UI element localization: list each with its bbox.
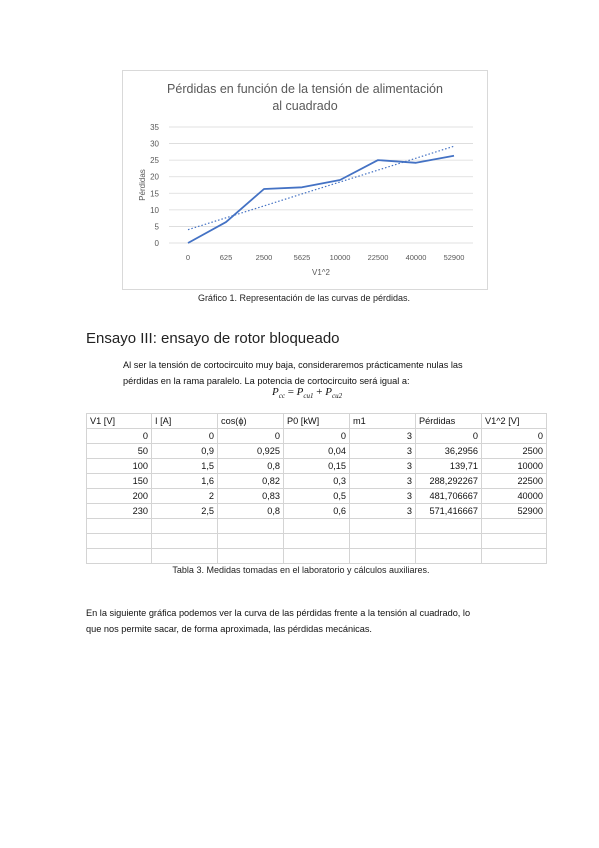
table-header-cell: I [A] xyxy=(152,414,218,429)
chart-x-tick-label: 5625 xyxy=(293,253,311,262)
table-header-cell: Pérdidas xyxy=(416,414,482,429)
chart-caption: Gráfico 1. Representación de las curvas de pérdidas. xyxy=(197,293,411,303)
measurements-table xyxy=(86,413,547,564)
table-row xyxy=(87,444,547,459)
table-row xyxy=(87,504,547,519)
table-cell: 0 xyxy=(152,429,218,444)
table-cell: 0,3 xyxy=(284,474,350,489)
table-cell xyxy=(152,549,218,564)
chart-y-axis-label: Pérdidas xyxy=(138,169,147,201)
short-circuit-power-formula xyxy=(272,386,342,400)
table-header-cell: P0 [kW] xyxy=(284,414,350,429)
formula-eq: = xyxy=(284,386,297,398)
table-cell: 0,8 xyxy=(218,459,284,474)
table-cell: 1,6 xyxy=(152,474,218,489)
chart-y-tick-label: 0 xyxy=(154,239,159,248)
table-header-cell: V1 [V] xyxy=(87,414,152,429)
chart-x-tick-label: 22500 xyxy=(367,253,389,262)
formula-plus: + xyxy=(313,386,326,398)
table-cell: 3 xyxy=(350,474,416,489)
table-row xyxy=(87,534,547,549)
table-cell xyxy=(284,519,350,534)
table-cell xyxy=(152,534,218,549)
table-cell: 230 xyxy=(87,504,152,519)
table-cell: 3 xyxy=(350,444,416,459)
table-cell xyxy=(416,549,482,564)
chart-x-tick-label: 10000 xyxy=(329,253,351,262)
table-cell: 2 xyxy=(152,489,218,504)
chart-x-tick-label: 625 xyxy=(219,253,233,262)
table-cell: 10000 xyxy=(482,459,547,474)
chart-series-line xyxy=(188,156,454,243)
table-cell: 139,71 xyxy=(416,459,482,474)
chart-x-axis-label: V1^2 xyxy=(312,268,330,277)
chart-y-tick-label: 20 xyxy=(150,172,159,182)
formula-term-2-sub: cu2 xyxy=(331,392,343,401)
table-row xyxy=(87,474,547,489)
paragraph-intro-line-1: Al ser la tensión de cortocircuito muy baja, consideraremos prácticamente nulas las xyxy=(123,360,463,370)
losses-chart-svg xyxy=(123,71,487,289)
table-header-cell: m1 xyxy=(350,414,416,429)
table-cell: 0,04 xyxy=(284,444,350,459)
table-cell: 150 xyxy=(87,474,152,489)
table-cell xyxy=(350,549,416,564)
table-row xyxy=(87,489,547,504)
table-row xyxy=(87,459,547,474)
table-cell: 0,8 xyxy=(218,504,284,519)
table-cell: 0,925 xyxy=(218,444,284,459)
table-row xyxy=(87,519,547,534)
table-row xyxy=(87,549,547,564)
table-header-cell: V1^2 [V] xyxy=(482,414,547,429)
chart-x-tick-label: 40000 xyxy=(405,253,427,262)
table-cell xyxy=(482,519,547,534)
table-cell: 0 xyxy=(218,429,284,444)
formula-term-2: P xyxy=(325,386,332,398)
table-cell xyxy=(218,519,284,534)
table-cell: 100 xyxy=(87,459,152,474)
table-cell: 0,83 xyxy=(218,489,284,504)
chart-y-tick-label: 5 xyxy=(154,222,159,232)
table-cell: 1,5 xyxy=(152,459,218,474)
table-cell xyxy=(87,549,152,564)
table-cell: 3 xyxy=(350,459,416,474)
table-cell: 40000 xyxy=(482,489,547,504)
table-cell: 0 xyxy=(87,429,152,444)
paragraph-intro-line-2: pérdidas en la rama paralelo. La potencia de cortocircuito será igual a: xyxy=(123,376,410,386)
table-cell: 2,5 xyxy=(152,504,218,519)
chart-x-tick-label: 2500 xyxy=(255,253,273,262)
table-cell: 0,15 xyxy=(284,459,350,474)
chart-y-tick-label: 25 xyxy=(150,156,159,166)
chart-y-tick-label: 35 xyxy=(150,123,159,132)
table-cell xyxy=(87,519,152,534)
table-cell: 0 xyxy=(284,429,350,444)
chart-trendline xyxy=(188,146,454,230)
table-cell: 52900 xyxy=(482,504,547,519)
paragraph-conclusion-line-2: que nos permite sacar, de forma aproximada, las pérdidas mecánicas. xyxy=(86,624,372,634)
table-cell xyxy=(218,549,284,564)
table-cell xyxy=(416,534,482,549)
chart-y-tick-label: 15 xyxy=(150,189,159,199)
table-cell: 3 xyxy=(350,489,416,504)
section-title: Ensayo III: ensayo de rotor bloqueado xyxy=(86,330,340,347)
table-cell: 571,416667 xyxy=(416,504,482,519)
chart-title-line: al cuadrado xyxy=(272,99,338,113)
formula-lhs: P xyxy=(272,386,279,398)
table-cell: 50 xyxy=(87,444,152,459)
table-cell: 0,82 xyxy=(218,474,284,489)
table-cell xyxy=(482,534,547,549)
table-header-cell: cos(ϕ) xyxy=(218,414,284,429)
table-cell xyxy=(482,549,547,564)
table-cell: 288,292267 xyxy=(416,474,482,489)
table-cell xyxy=(350,534,416,549)
formula-term-1-sub: cu1 xyxy=(303,392,314,401)
chart-title-line: Pérdidas en función de la tensión de alimentación xyxy=(167,82,443,96)
paragraph-intro xyxy=(123,357,463,389)
chart-y-tick-label: 10 xyxy=(150,205,159,215)
table-cell xyxy=(284,534,350,549)
paragraph-conclusion-line-1: En la siguiente gráfica podemos ver la curva de las pérdidas frente a la tensión al cuadrado, lo xyxy=(86,608,471,618)
paragraph-conclusion xyxy=(86,605,470,637)
chart-x-tick-label: 52900 xyxy=(443,253,465,262)
chart-x-tick-label: 0 xyxy=(185,253,191,262)
table-cell xyxy=(350,519,416,534)
table-cell: 0,9 xyxy=(152,444,218,459)
losses-chart xyxy=(122,70,488,290)
table-cell: 22500 xyxy=(482,474,547,489)
table-header-row xyxy=(87,414,547,429)
table-cell: 0,5 xyxy=(284,489,350,504)
table-cell: 0 xyxy=(482,429,547,444)
table-cell: 36,2956 xyxy=(416,444,482,459)
formula-lhs-sub: cc xyxy=(278,392,285,401)
table-row xyxy=(87,429,547,444)
measurements-table-body xyxy=(87,414,547,564)
table-cell xyxy=(87,534,152,549)
table-cell: 481,706667 xyxy=(416,489,482,504)
table-cell xyxy=(416,519,482,534)
table-cell xyxy=(284,549,350,564)
table-cell xyxy=(218,534,284,549)
table-cell: 0 xyxy=(416,429,482,444)
table-cell xyxy=(152,519,218,534)
table-cell: 3 xyxy=(350,429,416,444)
table-cell: 3 xyxy=(350,504,416,519)
table-cell: 200 xyxy=(87,489,152,504)
chart-y-tick-label: 30 xyxy=(150,139,159,149)
table-cell: 0,6 xyxy=(284,504,350,519)
table-cell: 2500 xyxy=(482,444,547,459)
formula-term-1: P xyxy=(296,386,304,398)
table-caption: Tabla 3. Medidas tomadas en el laboratorio y cálculos auxiliares. xyxy=(172,565,430,575)
